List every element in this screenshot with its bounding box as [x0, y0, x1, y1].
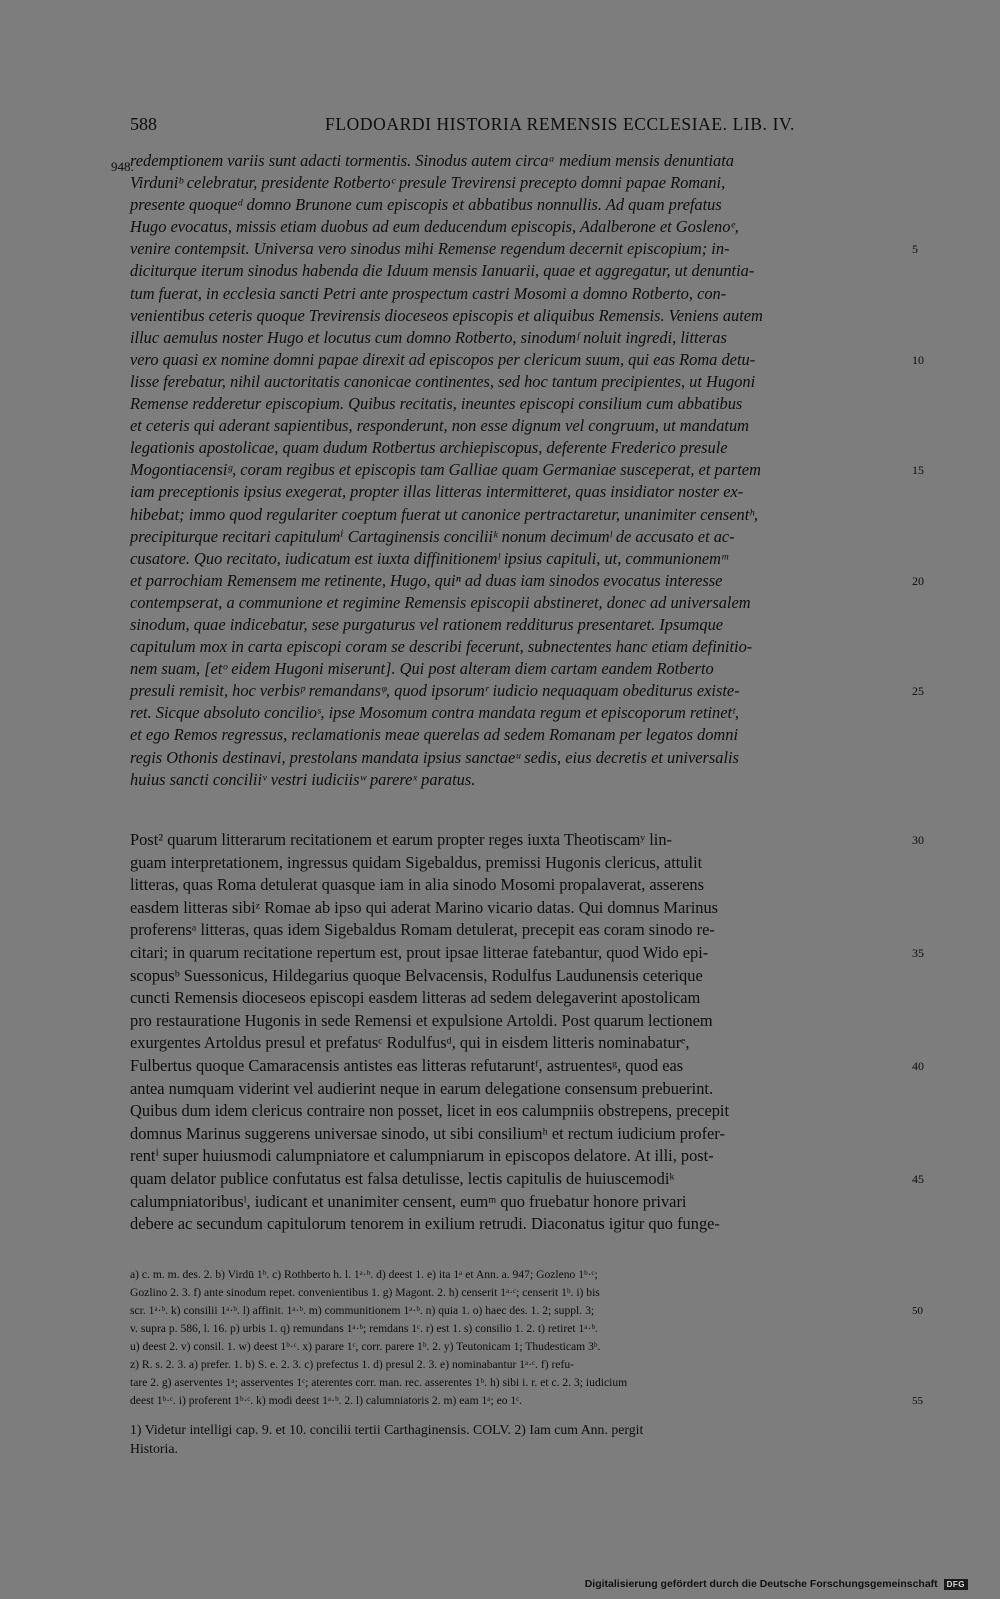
roman-line [130, 1010, 905, 1033]
apparatus-line-text: Gozlino 2. 3. f) ante sinodum repet. convenientibus 1. g) Magont. 2. h) censerit 1ᵃ·ᶜ; censerit 1ᵇ. i) bis [130, 1286, 600, 1299]
apparatus-line [130, 1320, 905, 1338]
apparatus-line [130, 1266, 905, 1284]
digitization-credit [585, 1578, 968, 1590]
roman-line-text: proferensᵃ litteras, quas idem Sigebaldus Romam detulerat, precepit eas coram sinodo re- [130, 920, 715, 940]
roman-line [130, 942, 924, 965]
italic-line-text: diciturque iterum sinodus habenda die Iduum mensis Ianuarii, quae et aggregatur, ut denuntia- [130, 261, 755, 281]
italic-line-text: lisse ferebatur, nihil auctoritatis canonicae continentes, sed hoc tantum precipientes, ut Hugoni [130, 371, 756, 391]
running-head: FLODOARDI HISTORIA REMENSIS ECCLESIAE. LIB. IV. [325, 114, 795, 134]
apparatus-line-text: tare 2. g) aserventes 1ᵃ; asserventes 1ᶜ; aterentes corr. man. rec. asserentes 1ᵇ. h) sibi i. r. et c. 2. 3; iudicium [130, 1376, 628, 1389]
italic-line [130, 526, 905, 548]
line-number: 15 [912, 463, 924, 478]
roman-line-text: easdem litteras sibiᶻ Romae ab ipso qui aderat Marino vicario datas. Qui domnus Marinus [130, 897, 719, 917]
apparatus-line [130, 1338, 905, 1356]
italic-line [130, 481, 905, 503]
italic-line-text: Mogontiacensiᵍ, coram regibus et episcopis tam Galliae quam Germaniae susceperat, et partem [130, 460, 761, 480]
italic-line-text: regis Othonis destinavi, prestolans mandata ipsius sanctaeᵘ sedis, eius decretis et universalis [130, 747, 739, 767]
roman-line [130, 1032, 905, 1055]
italic-line [130, 680, 924, 702]
roman-line [130, 897, 905, 920]
italic-line-text: Hugo evocatus, missis etiam duobus ad eum deducendum episcopis, Adalberone et Goslenoᵉ, [130, 217, 739, 237]
roman-line [130, 874, 905, 897]
italic-line [130, 283, 905, 305]
line-number: 20 [912, 573, 924, 588]
italic-line [130, 614, 905, 636]
italic-line-text: precipiturque recitari capitulumⁱ Cartaginensis conciliiᵏ nonum decimumˡ de accusato et ac- [130, 526, 735, 546]
roman-line-text: debere ac secundum capitulorum tenorem in exilium retrudi. Diaconatus igitur quo funge- [130, 1214, 720, 1234]
line-number: 55 [912, 1395, 923, 1407]
italic-line [130, 459, 924, 481]
italic-line-text: cusatore. Quo recitato, iudicatum est iuxta diffinitionemˡ ipsius capituli, ut, communionemᵐ [130, 548, 728, 568]
italic-line-text: Remense redderetur episcopium. Quibus recitatis, ineuntes episcopi consilium cum abbatibus [130, 394, 743, 414]
roman-line-text: guam interpretationem, ingressus quidam Sigebaldus, premissi Hugonis clericus, attulit [130, 852, 703, 872]
roman-line-text: litteras, quas Roma detulerat quasque iam in alia sinodo Mosomi propalaverat, asserens [130, 875, 704, 895]
line-number: 10 [912, 352, 924, 367]
italic-line [130, 437, 905, 459]
italic-line [130, 548, 905, 570]
apparatus-line [130, 1356, 905, 1374]
roman-line-text: cuncti Remensis dioceseos episcopi easdem litteras ad sedem delegaverint apostolicam [130, 988, 701, 1008]
roman-line [130, 987, 905, 1010]
italic-line-text: hibebat; immo quod regulariter coeptum fuerat ut canonice pertractaretur, unanimiter censentʰ, [130, 504, 758, 524]
dfg-logo: DFG [944, 1579, 968, 1590]
italic-line [130, 238, 918, 260]
italic-line-text: Virduniᵇ celebratur, presidente Rotbertoᶜ presule Trevirensi precepto domni papae Romani, [130, 173, 726, 193]
roman-line-text: domnus Marinus suggerens universae sinodo, ut sibi consiliumʰ et rectum iudicium profer- [130, 1123, 725, 1143]
roman-line [130, 1191, 905, 1214]
line-number: 45 [912, 1171, 924, 1186]
italic-line-text: nem suam, [etᵒ eidem Hugoni miserunt]. Qui post alteram diem cartam eandem Rotberto [130, 659, 714, 679]
roman-line [130, 1078, 905, 1101]
roman-line [130, 852, 905, 875]
apparatus-line-text: deest 1ᵇ·ᶜ. i) proferent 1ᵇ·ᶜ. k) modi deest 1ᵃ·ᵇ. 2. l) calumniatoris 2. m) eam 1ᵃ; eo 1ᶜ. [130, 1394, 523, 1407]
italic-line-text: redemptionem variis sunt adacti tormentis. Sinodus autem circaᵃ medium mensis denuntiata [130, 151, 734, 170]
italic-line [130, 415, 905, 437]
italic-line-text: contempserat, a communione et regimine Remensis episcopii abstineret, donec ad universalem [130, 592, 751, 612]
line-number: 35 [912, 945, 924, 960]
apparatus-line [130, 1284, 905, 1302]
italic-line [130, 747, 905, 769]
italic-line [130, 371, 905, 393]
roman-line-text: Post² quarum litterarum recitationem et earum propter reges iuxta Theotiscamʸ lin- [130, 830, 673, 849]
italic-line-text: huius sancti conciliiᵛ vestri iudiciisʷ parereˣ paratus. [130, 769, 476, 789]
line-number: 50 [912, 1305, 923, 1317]
italic-line [130, 592, 905, 614]
roman-line-text: quam delator publice confutatus est falsa detulisse, lectis capitulis de huiuscemodiᵏ [130, 1168, 675, 1188]
roman-line-text: calumpniatoribusˡ, iudicant et unanimiter censent, eumᵐ quo fruebatur honore privari [130, 1191, 687, 1211]
italic-line-text: illuc aemulus noster Hugo et locutus cum domno Rotberto, sinodumᶠ noluit ingredi, litteras [130, 327, 727, 347]
apparatus-line [130, 1374, 905, 1392]
italic-line [130, 349, 924, 371]
apparatus-line [130, 1392, 923, 1410]
italic-line-text: et ego Remos regressus, reclamationis meae querelas ad sedem Romanam per legatos domni [130, 725, 739, 745]
italic-line [130, 636, 905, 658]
line-number: 5 [912, 242, 918, 257]
italic-line [130, 724, 905, 746]
italic-line-text: iam preceptionis ipsius exegerat, propter illas litteras intermitteret, quas insidiator noster ex- [130, 482, 744, 502]
roman-line [130, 829, 924, 852]
footnote-line [130, 1420, 905, 1439]
italic-line [130, 702, 905, 724]
roman-line [130, 1123, 905, 1146]
italic-line-text: vero quasi ex nomine domni papae direxit ad episcopos per clericum suum, qui eas Roma detu- [130, 349, 756, 369]
italic-line [130, 327, 905, 349]
roman-line-text: Fulbertus quoque Camaracensis antistes eas litteras refutaruntᶠ, astruentesᵍ, quod eas [130, 1055, 684, 1075]
roman-line [130, 1213, 905, 1236]
italic-line [130, 570, 924, 592]
italic-line-text: capitulum mox in carta episcopi coram se describi fecerunt, subnectentes hanc etiam definitio- [130, 637, 753, 657]
italic-line-text: legationis apostolicae, quam dudum Rotbertus archiepiscopus, deferente Frederico presule [130, 438, 728, 458]
italic-line-text: sinodum, quae indicebatur, sese purgaturus vel rationem redditurus presentaret. Ipsumque [130, 614, 724, 634]
italic-line-text: tum fuerat, in ecclesia sancti Petri ante prospectum castri Mosomi a domno Rotberto, con- [130, 283, 727, 303]
roman-line-text: scopusᵇ Suessonicus, Hildegarius quoque Belvacensis, Rodulfus Laudunensis ceterique [130, 965, 703, 985]
footnote-line [130, 1439, 905, 1458]
footnote-line-text: 1) Videtur intelligi cap. 9. et 10. concilii tertii Carthaginensis. COLV. 2) Iam cum Ann. pergit [130, 1422, 644, 1437]
roman-line [130, 1100, 905, 1123]
italic-line [130, 260, 905, 282]
line-number: 30 [912, 833, 924, 847]
roman-line-text: antea numquam viderint vel audierint neque in earum delegatione consensum prebuerint. [130, 1078, 714, 1098]
italic-line-text: presuli remisit, hoc verbisᵖ remandansᵠ, quod ipsorumʳ iudicio nequaquam obediturus existe- [130, 681, 740, 701]
roman-line [130, 1055, 924, 1078]
italic-line [130, 504, 905, 526]
roman-text-block [130, 829, 924, 1236]
italic-line [130, 216, 905, 238]
italic-text-block [130, 150, 924, 791]
apparatus-line [130, 1302, 923, 1320]
credit-text: Digitalisierung gefördert durch die Deutsche Forschungsgemeinschaft [584, 1578, 938, 1590]
year-marker: 948. [111, 159, 134, 174]
italic-line [130, 393, 905, 415]
italic-line-text: venire contempsit. Universa vero sinodus mihi Remense regendum decernit episcopium; in- [130, 239, 730, 259]
page-header [130, 114, 890, 142]
italic-line-text: presente quoqueᵈ domno Brunone cum episcopis et abbatibus nonnullis. Ad quam prefatus [130, 195, 722, 215]
apparatus-line-text: v. supra p. 586, l. 16. p) urbis 1. q) remundans 1ᵃ·ᵇ; remdans 1ᶜ. r) est 1. s) consilio 1. 2. t) retiret 1ᵃ·ᵇ. [130, 1322, 598, 1335]
roman-line-text: pro restauratione Hugonis in sede Remensi et expulsione Artoldi. Post quarum lectionem [130, 1010, 713, 1030]
line-number: 40 [912, 1058, 924, 1073]
page-number: 588 [130, 114, 157, 134]
roman-line-text: citari; in quarum recitatione repertum est, prout ipsae litterae fatebantur, quod Wido epi- [130, 942, 709, 962]
roman-line [130, 1145, 905, 1168]
italic-line-text: et parrochiam Remensem me retinente, Hugo, quiⁿ ad duas iam sinodos evocatus interesse [130, 570, 723, 590]
italic-line [130, 769, 905, 791]
italic-line [130, 150, 905, 172]
apparatus-line-text: z) R. s. 2. 3. a) prefer. 1. b) S. e. 2. 3. c) prefectus 1. d) presul 2. 3. e) nominabantur 1ᵃ·ᶜ. f) refu- [130, 1358, 574, 1371]
italic-line-text: et ceteris qui aderant sapientibus, responderunt, non esse dignum vel congruum, ut mandatum [130, 416, 749, 436]
roman-line-text: rentⁱ super huiusmodi calumpniatore et calumpniarum in episcopos delatore. At illi, post- [130, 1146, 714, 1166]
italic-line [130, 658, 905, 680]
roman-line-text: exurgentes Artoldus presul et prefatusᶜ Rodulfusᵈ, qui in eisdem litteris nominabaturᵉ, [130, 1033, 690, 1053]
roman-line [130, 965, 905, 988]
italic-line [130, 194, 905, 216]
italic-line [130, 172, 905, 194]
roman-line [130, 1168, 924, 1191]
italic-line-text: venientibus ceteris quoque Trevirensis dioceseos episcopis et aliquibus Remensis. Veniens autem [130, 305, 763, 325]
roman-line-text: Quibus dum idem clericus contraire non posset, licet in eos calumpniis obstrepens, precepit [130, 1101, 730, 1121]
apparatus-line-text: scr. 1ᵃ·ᵇ. k) consilii 1ᵃ·ᵇ. l) affinit. 1ᵃ·ᵇ. m) communitionem 1ᵃ·ᵇ. n) quia 1. o) haec des. 1. 2; suppl. 3; [130, 1304, 595, 1317]
critical-apparatus [130, 1266, 923, 1410]
footnote-line-text: Historia. [130, 1441, 178, 1456]
apparatus-line-text: a) c. m. m. des. 2. b) Virdū 1ᵇ. c) Rothberto h. l. 1ᵃ·ᵇ. d) deest 1. e) ita 1ᵃ et Ann. a. 947; Gozleno 1ᵇ·ᶜ; [130, 1268, 598, 1281]
roman-line [130, 919, 905, 942]
line-number: 25 [912, 684, 924, 699]
italic-line-text: ret. Sicque absoluto concilioˢ, ipse Mosomum contra mandata regum et episcoporum retinetᵗ, [130, 703, 739, 723]
footnotes [130, 1420, 905, 1458]
apparatus-line-text: u) deest 2. v) consil. 1. w) deest 1ᵇ·ᶜ. x) parare 1ᶜ, corr. parere 1ᵇ. 2. y) Teutonicam 1; Thudesticam 3ᵇ. [130, 1340, 601, 1353]
italic-line [130, 305, 905, 327]
